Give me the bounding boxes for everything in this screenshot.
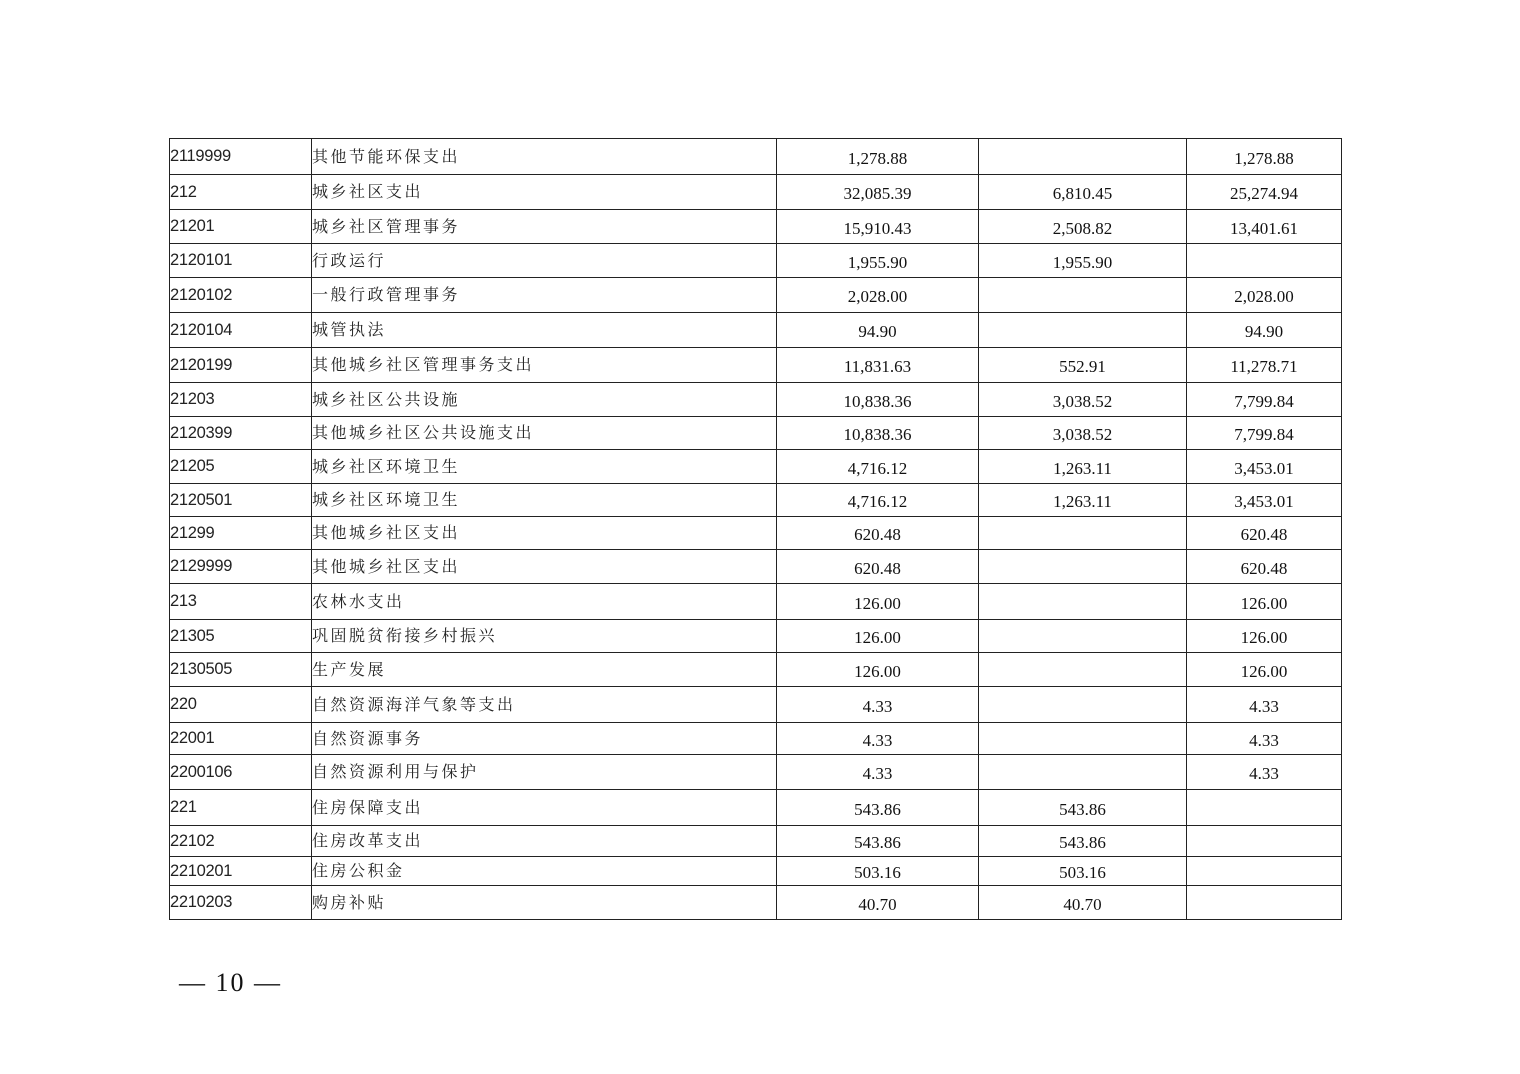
project-expenditure-cell: 13,401.61 — [1187, 210, 1342, 244]
project-expenditure-cell: 620.48 — [1187, 517, 1342, 550]
basic-expenditure-cell — [979, 278, 1187, 313]
subject-name-cell: 其他城乡社区管理事务支出 — [312, 348, 777, 383]
basic-expenditure-cell: 503.16 — [979, 857, 1187, 886]
project-expenditure-cell: 1,278.88 — [1187, 139, 1342, 175]
table-row — [170, 723, 1342, 755]
table-row — [170, 313, 1342, 348]
total-amount-cell: 4,716.12 — [777, 484, 979, 517]
subject-code-cell: 21205 — [170, 450, 312, 484]
subject-code-cell: 2120199 — [170, 348, 312, 383]
basic-expenditure-cell — [979, 687, 1187, 723]
basic-expenditure-cell: 40.70 — [979, 886, 1187, 920]
project-expenditure-cell — [1187, 826, 1342, 857]
basic-expenditure-cell — [979, 723, 1187, 755]
table-row — [170, 484, 1342, 517]
subject-code-cell: 22102 — [170, 826, 312, 857]
subject-name-cell: 行政运行 — [312, 244, 777, 278]
project-expenditure-cell — [1187, 244, 1342, 278]
project-expenditure-cell — [1187, 886, 1342, 920]
subject-code-cell: 2200106 — [170, 755, 312, 790]
subject-name-cell: 自然资源利用与保护 — [312, 755, 777, 790]
subject-code-cell: 2120501 — [170, 484, 312, 517]
table-row — [170, 790, 1342, 826]
total-amount-cell: 126.00 — [777, 620, 979, 653]
subject-name-cell: 其他城乡社区公共设施支出 — [312, 417, 777, 450]
subject-name-cell: 自然资源海洋气象等支出 — [312, 687, 777, 723]
project-expenditure-cell: 7,799.84 — [1187, 417, 1342, 450]
table-row — [170, 244, 1342, 278]
table-row — [170, 755, 1342, 790]
table-row — [170, 886, 1342, 920]
project-expenditure-cell: 94.90 — [1187, 313, 1342, 348]
page-number: — 10 — — [179, 968, 282, 997]
table-row — [170, 210, 1342, 244]
subject-code-cell: 212 — [170, 175, 312, 210]
basic-expenditure-cell — [979, 517, 1187, 550]
project-expenditure-cell: 25,274.94 — [1187, 175, 1342, 210]
basic-expenditure-cell — [979, 550, 1187, 584]
subject-name-cell: 城乡社区支出 — [312, 175, 777, 210]
table-row — [170, 348, 1342, 383]
total-amount-cell: 543.86 — [777, 826, 979, 857]
project-expenditure-cell: 4.33 — [1187, 723, 1342, 755]
table-body — [170, 139, 1342, 920]
subject-name-cell: 城管执法 — [312, 313, 777, 348]
total-amount-cell: 2,028.00 — [777, 278, 979, 313]
subject-code-cell: 2210203 — [170, 886, 312, 920]
basic-expenditure-cell: 543.86 — [979, 790, 1187, 826]
total-amount-cell: 4.33 — [777, 687, 979, 723]
project-expenditure-cell: 126.00 — [1187, 620, 1342, 653]
basic-expenditure-cell: 1,263.11 — [979, 484, 1187, 517]
subject-code-cell: 2119999 — [170, 139, 312, 175]
subject-name-cell: 住房公积金 — [312, 857, 777, 886]
subject-name-cell: 城乡社区管理事务 — [312, 210, 777, 244]
total-amount-cell: 1,278.88 — [777, 139, 979, 175]
subject-name-cell: 城乡社区环境卫生 — [312, 484, 777, 517]
subject-code-cell: 2210201 — [170, 857, 312, 886]
basic-expenditure-cell — [979, 139, 1187, 175]
project-expenditure-cell: 2,028.00 — [1187, 278, 1342, 313]
subject-name-cell: 农林水支出 — [312, 584, 777, 620]
basic-expenditure-cell — [979, 313, 1187, 348]
project-expenditure-cell: 3,453.01 — [1187, 450, 1342, 484]
project-expenditure-cell: 4.33 — [1187, 687, 1342, 723]
subject-code-cell: 2120399 — [170, 417, 312, 450]
subject-name-cell: 其他城乡社区支出 — [312, 550, 777, 584]
project-expenditure-cell — [1187, 790, 1342, 826]
project-expenditure-cell: 126.00 — [1187, 584, 1342, 620]
total-amount-cell: 32,085.39 — [777, 175, 979, 210]
basic-expenditure-cell: 552.91 — [979, 348, 1187, 383]
total-amount-cell: 4.33 — [777, 755, 979, 790]
project-expenditure-cell: 126.00 — [1187, 653, 1342, 687]
table-row — [170, 687, 1342, 723]
subject-name-cell: 其他节能环保支出 — [312, 139, 777, 175]
table-row — [170, 653, 1342, 687]
basic-expenditure-cell — [979, 584, 1187, 620]
basic-expenditure-cell: 6,810.45 — [979, 175, 1187, 210]
basic-expenditure-cell: 3,038.52 — [979, 383, 1187, 417]
subject-code-cell: 21201 — [170, 210, 312, 244]
total-amount-cell: 94.90 — [777, 313, 979, 348]
subject-name-cell: 城乡社区环境卫生 — [312, 450, 777, 484]
table-row — [170, 450, 1342, 484]
table-row — [170, 517, 1342, 550]
total-amount-cell: 10,838.36 — [777, 417, 979, 450]
total-amount-cell: 620.48 — [777, 550, 979, 584]
subject-name-cell: 住房保障支出 — [312, 790, 777, 826]
subject-code-cell: 2129999 — [170, 550, 312, 584]
table-row — [170, 417, 1342, 450]
subject-name-cell: 一般行政管理事务 — [312, 278, 777, 313]
total-amount-cell: 4,716.12 — [777, 450, 979, 484]
table-row — [170, 550, 1342, 584]
total-amount-cell: 40.70 — [777, 886, 979, 920]
table-row — [170, 826, 1342, 857]
subject-code-cell: 2120101 — [170, 244, 312, 278]
subject-code-cell: 22001 — [170, 723, 312, 755]
subject-name-cell: 城乡社区公共设施 — [312, 383, 777, 417]
total-amount-cell: 4.33 — [777, 723, 979, 755]
total-amount-cell: 11,831.63 — [777, 348, 979, 383]
subject-code-cell: 2120104 — [170, 313, 312, 348]
budget-table — [169, 138, 1342, 920]
table-row — [170, 278, 1342, 313]
subject-name-cell: 住房改革支出 — [312, 826, 777, 857]
project-expenditure-cell: 4.33 — [1187, 755, 1342, 790]
project-expenditure-cell — [1187, 857, 1342, 886]
subject-name-cell: 其他城乡社区支出 — [312, 517, 777, 550]
table-row — [170, 857, 1342, 886]
total-amount-cell: 15,910.43 — [777, 210, 979, 244]
subject-code-cell: 21299 — [170, 517, 312, 550]
subject-code-cell: 21305 — [170, 620, 312, 653]
subject-name-cell: 自然资源事务 — [312, 723, 777, 755]
total-amount-cell: 126.00 — [777, 653, 979, 687]
subject-code-cell: 21203 — [170, 383, 312, 417]
subject-code-cell: 221 — [170, 790, 312, 826]
project-expenditure-cell: 3,453.01 — [1187, 484, 1342, 517]
basic-expenditure-cell — [979, 755, 1187, 790]
total-amount-cell: 543.86 — [777, 790, 979, 826]
total-amount-cell: 1,955.90 — [777, 244, 979, 278]
basic-expenditure-cell: 1,955.90 — [979, 244, 1187, 278]
project-expenditure-cell: 620.48 — [1187, 550, 1342, 584]
subject-code-cell: 213 — [170, 584, 312, 620]
total-amount-cell: 126.00 — [777, 584, 979, 620]
basic-expenditure-cell: 3,038.52 — [979, 417, 1187, 450]
table-row — [170, 175, 1342, 210]
project-expenditure-cell: 7,799.84 — [1187, 383, 1342, 417]
project-expenditure-cell: 11,278.71 — [1187, 348, 1342, 383]
total-amount-cell: 503.16 — [777, 857, 979, 886]
basic-expenditure-cell: 2,508.82 — [979, 210, 1187, 244]
subject-name-cell: 生产发展 — [312, 653, 777, 687]
subject-code-cell: 2130505 — [170, 653, 312, 687]
table-row — [170, 584, 1342, 620]
subject-code-cell: 220 — [170, 687, 312, 723]
table-row — [170, 383, 1342, 417]
basic-expenditure-cell: 1,263.11 — [979, 450, 1187, 484]
basic-expenditure-cell — [979, 653, 1187, 687]
subject-name-cell: 购房补贴 — [312, 886, 777, 920]
table-row — [170, 620, 1342, 653]
total-amount-cell: 620.48 — [777, 517, 979, 550]
total-amount-cell: 10,838.36 — [777, 383, 979, 417]
subject-code-cell: 2120102 — [170, 278, 312, 313]
subject-name-cell: 巩固脱贫衔接乡村振兴 — [312, 620, 777, 653]
basic-expenditure-cell — [979, 620, 1187, 653]
table-row — [170, 139, 1342, 175]
basic-expenditure-cell: 543.86 — [979, 826, 1187, 857]
